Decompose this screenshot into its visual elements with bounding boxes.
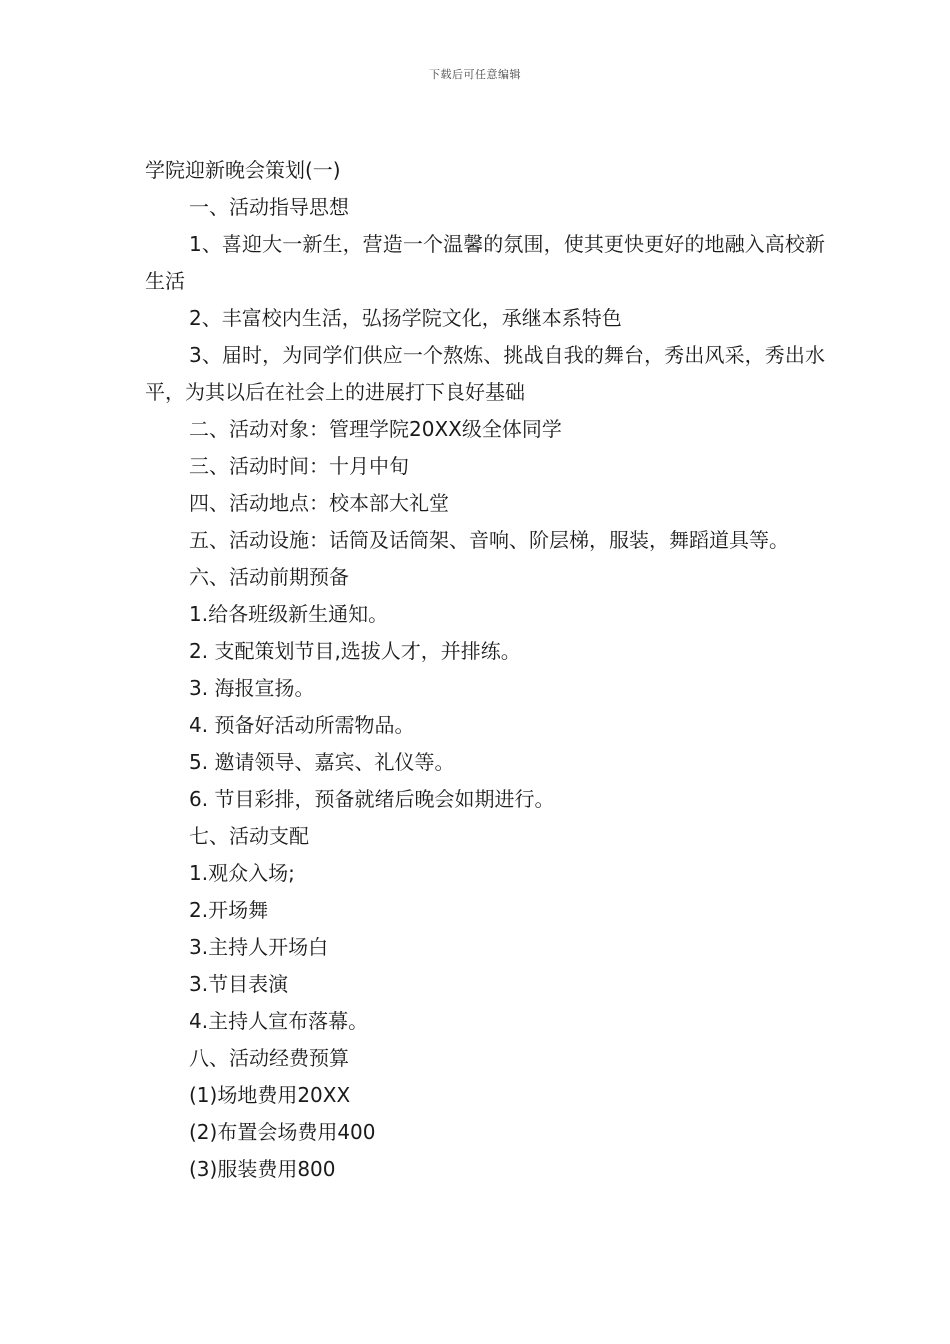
section-1-item-2: 2、丰富校内生活，弘扬学院文化，承继本系特色 [189, 306, 622, 330]
list-item: (2)布置会场费用400 [189, 1120, 376, 1144]
list-item: (1)场地费用20XX [189, 1083, 351, 1107]
list-item: 3.主持人开场白 [189, 935, 329, 959]
section-4: 四、活动地点：校本部大礼堂 [189, 491, 449, 515]
list-item: 2.开场舞 [189, 898, 269, 922]
section-6-heading: 六、活动前期预备 [189, 565, 349, 589]
section-1-item-1: 1、喜迎大一新生，营造一个温馨的氛围，使其更快更好的地融入高校新生活 [145, 232, 825, 293]
document-body [145, 152, 825, 1188]
list-item: 1.观众入场; [189, 861, 295, 885]
section-1-item-3: 3、届时，为同学们供应一个熬炼、挑战自我的舞台，秀出风采，秀出水平，为其以后在社会上的进展打下良好基础 [145, 343, 825, 404]
list-item: 4. 预备好活动所需物品。 [189, 713, 415, 737]
section-7-heading: 七、活动支配 [189, 824, 309, 848]
list-item: 5. 邀请领导、嘉宾、礼仪等。 [189, 750, 455, 774]
list-item: 1.给各班级新生通知。 [189, 602, 389, 626]
list-item: (3)服装费用800 [189, 1157, 336, 1181]
list-item: 2. 支配策划节目,选拔人才，并排练。 [189, 639, 521, 663]
section-3: 三、活动时间：十月中旬 [189, 454, 409, 478]
section-1-heading: 一、活动指导思想 [189, 195, 349, 219]
header-note: 下载后可任意编辑 [429, 68, 521, 81]
list-item: 3.节目表演 [189, 972, 289, 996]
section-2: 二、活动对象：管理学院20XX级全体同学 [189, 417, 562, 441]
list-item: 3. 海报宣扬。 [189, 676, 315, 700]
section-8-heading: 八、活动经费预算 [189, 1046, 349, 1070]
list-item: 4.主持人宣布落幕。 [189, 1009, 369, 1033]
list-item: 6. 节目彩排，预备就绪后晚会如期进行。 [189, 787, 555, 811]
section-5: 五、活动设施：话筒及话筒架、音响、阶层梯，服装，舞蹈道具等。 [189, 528, 789, 552]
document-title: 学院迎新晚会策划(一) [145, 158, 341, 182]
